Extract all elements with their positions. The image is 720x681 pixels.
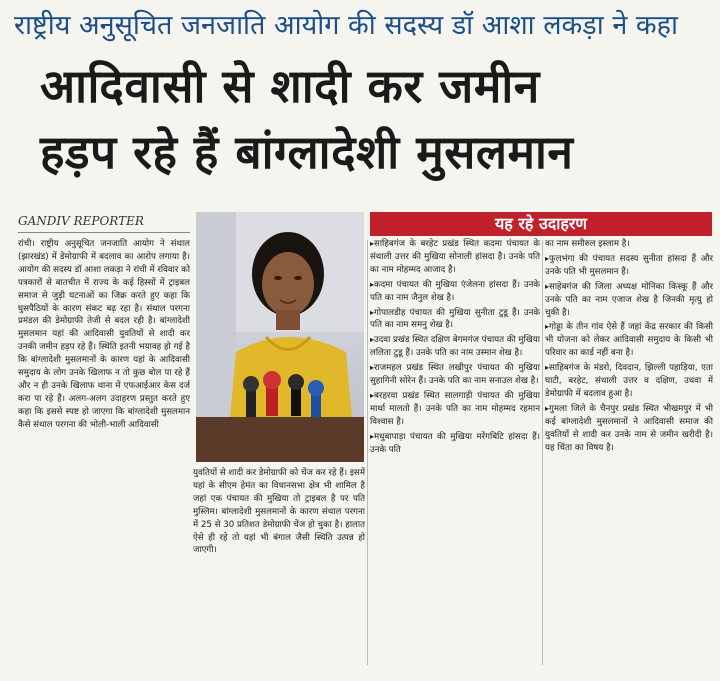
byline: GANDIV REPORTER bbox=[18, 214, 144, 228]
examples-column-1 bbox=[370, 238, 540, 668]
examples-banner bbox=[370, 212, 712, 236]
person-at-press-conference-image bbox=[196, 212, 364, 462]
headline-line-2: हड़प रहे हैं बांग्लादेशी मुसलमान bbox=[40, 125, 574, 179]
article-paragraph: रांची। राष्ट्रीय अनुसूचित जनजाति आयोग ने संथाल (झारखंड) में डेमोग्राफी में बदलाव का आरोप लगाया है। आयोग की सदस्य डॉ आशा लकड़ा ने रांची में रविवार को पत्रकारों से बातचीत में राज्य के कई हिस्सों में ट्राइबल समाज से जुड़ी घटनाओं का जिक्र करते हुए कहा कि घुसपैठियों के कारण संकट बढ़ रहा है। संथाल परगना प्रमंडल की डेमोग्राफी तेजी से बदल रही है। बांग्लादेशी मुसलमान यहां की आदिवासी युवतियों से शादी कर उनकी जमीन हड़प रहे हैं। स्थिति इतनी भयावह हो गई है कि बांग्लादेशी मुसलमानों के कारण यहां के आदिवासी समुदाय के लोग उनके खिलाफ न तो कुछ बोल पा रहे हैं और न ही उनके खिलाफ थाना में एफआईआर केस दर्ज करा पा रहे हैं। अलग-अलग उदाहरण प्रस्तुत करते हुए कहा कि इससे स्पष्ट हो जाएगा कि बांग्लादेशी मुसलमान कैसे संथाल परगना की भोली-भाली आदिवासी bbox=[18, 239, 190, 430]
example-item: ▸ कदमा पंचायत की मुखिया एंजेलना हांसदा हैं। उनके पति का नाम जैनुल शेख है। bbox=[370, 279, 540, 305]
article-paragraph: युवतियों से शादी कर डेमोग्राफी को चेंज कर रहे हैं। इसमें यहां के सीएम हेमंत का विधानसभा क्षेत्र भी शामिल है जहां एक पंचायत की मुखिया तो ट्राइबल है पर पति मुस्लिम। बांग्लादेशी मुसलमानों के कारण संथाल परगना में 25 से 30 प्रतिशत डेमोग्राफी चेंज हो चुका है। हालात ऐसे ही रहे तो यहां भी बंगाल जैसी स्थिति उत्पन्न हो जाएगी। bbox=[193, 468, 365, 556]
example-item: ▸ फुलभंगा की पंचायत सदस्य सुनीता हांसदा हैं और उनके पति भी मुसलमान हैं। bbox=[545, 253, 713, 279]
example-item: का नाम समीरुल इस्लाम है। bbox=[545, 239, 630, 249]
examples-column-2 bbox=[545, 238, 713, 668]
article-column-2 bbox=[193, 467, 365, 667]
example-item: ▸ राजमहल प्रखंड स्थित लखीपुर पंचायत की मुखिया सुहागिनी सोरेन हैं। उनके पति का नाम सनाउल शेख है। bbox=[370, 362, 540, 388]
example-item: ▸ बरहरवा प्रखंड स्थित सालगाड़ी पंचायत की मुखिया मार्था मालतो हैं। उनके पति का नाम मोहम्मद रहमान विश्वास है। bbox=[370, 390, 540, 429]
byline-rule bbox=[18, 232, 190, 233]
example-item: ▸ साहिबगंज के बरहेट प्रखंड स्थित कदमा पंचायत के संथाली उत्तर की मुखिया सोनाली हांसदा है। उनके पति का नाम मोहम्मद आजाद है। bbox=[370, 238, 540, 277]
example-item: ▸ साहेबगंज की जिला अध्यक्ष मोनिका किस्कू हैं और उनके पति का नाम एजाज शेख है जिनकी मृत्यु हो चुकी है। bbox=[545, 281, 713, 320]
column-divider bbox=[542, 240, 543, 665]
examples-banner-title: यह रहे उदाहरण bbox=[495, 214, 587, 233]
headline-line-1: आदिवासी से शादी कर जमीन bbox=[40, 59, 540, 113]
example-item: ▸ गोपालडीह पंचायत की मुखिया सुनीता टुडू हैं। उनके पति का नाम समनु शेख है। bbox=[370, 307, 540, 333]
example-item: ▸ मधुबापाड़ा पंचायत की मुखिया मरेंगबिटि हांसदा हैं। उनके पति bbox=[370, 431, 540, 457]
example-item: ▸ उदवा प्रखंड स्थित दक्षिण बेगमगंज पंचायत की मुखिया ललिता टुडू हैं। उनके पति का नाम उस्मान शेख है। bbox=[370, 334, 540, 360]
news-photo bbox=[196, 212, 364, 462]
example-item: ▸ साहिबगंज के मंडरो, दिवदान, झिल्ली पहाड़िया, एता घाटी, बरहेट, संथाली उत्तर व दक्षिण, उधवा में डेमोग्राफी में बदलाव हुआ है। bbox=[545, 362, 713, 401]
column-divider bbox=[367, 240, 368, 665]
example-item: ▸ गोड्डा के तीन गांव ऐसे हैं जहां केंद्र सरकार की किसी भी योजना को लेकर आदिवासी समुदाय के किसी भी परिवार का कार्ड नहीं बना है। bbox=[545, 321, 713, 360]
headline-kicker: राष्ट्रीय अनुसूचित जनजाति आयोग की सदस्य डॉ आशा लकड़ा ने कहा bbox=[14, 10, 678, 41]
article-column-1 bbox=[18, 238, 190, 668]
example-item: ▸ गुमला जिले के चैनपुर प्रखंड स्थित भीखमपुर में भी कई बांग्लादेशी मुसलमानों ने आदिवासी समाज की युवतियों से शादी कर उनके नाम से जमीन खरीदी है। यह चिंता का विषय है। bbox=[545, 403, 713, 455]
